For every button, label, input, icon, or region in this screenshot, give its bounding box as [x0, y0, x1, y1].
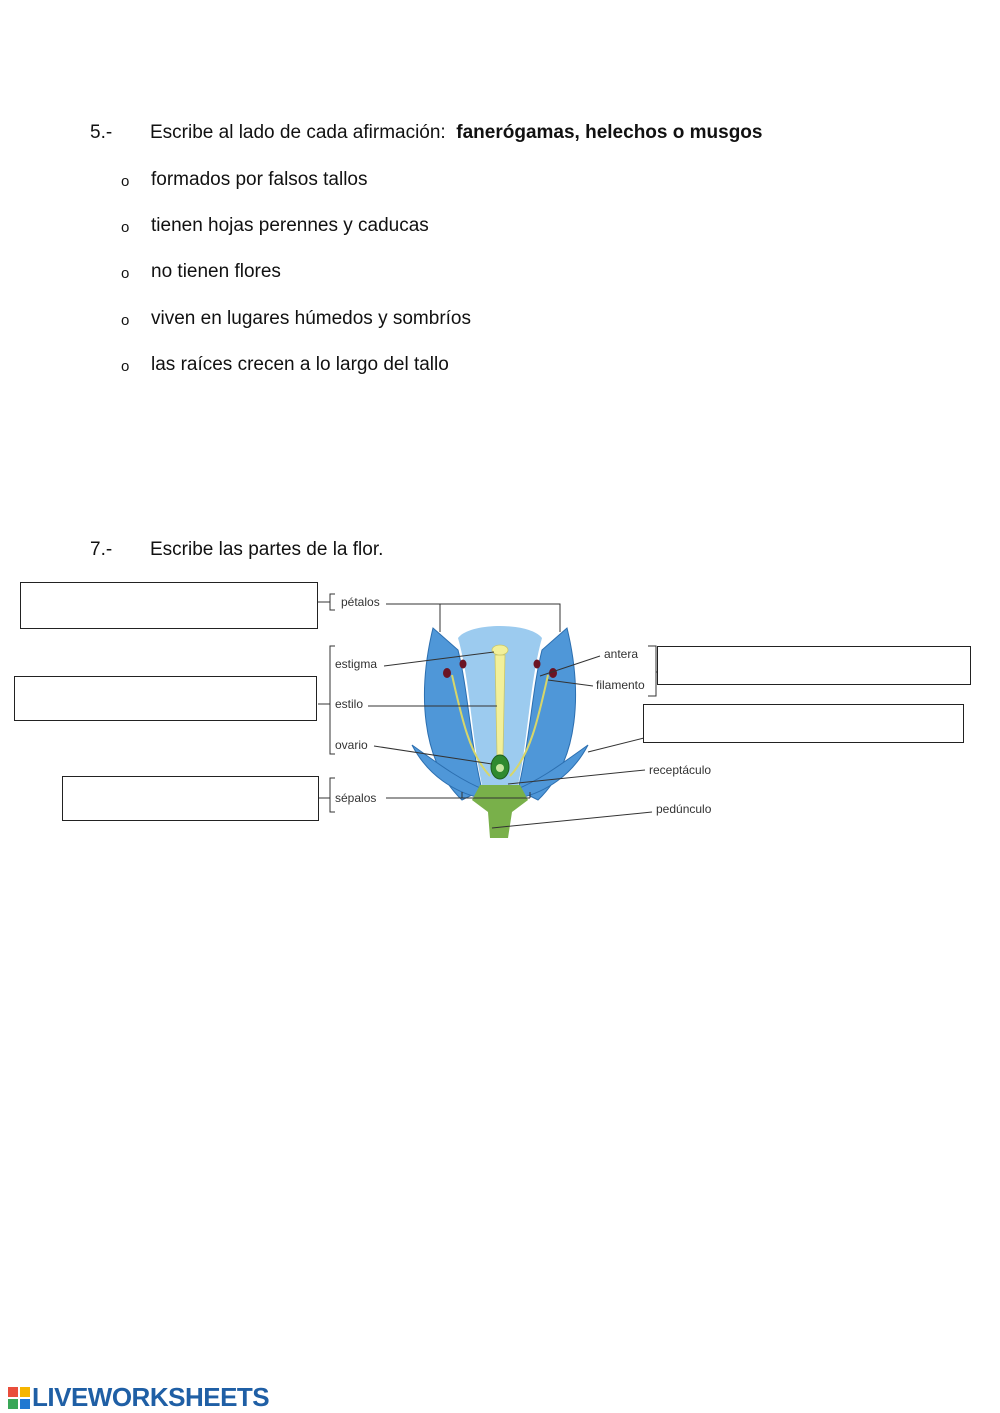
label-filamento: filamento: [596, 678, 645, 692]
ovule: [496, 764, 504, 772]
answer-input-corola[interactable]: [644, 705, 963, 742]
answer-input-pistilo[interactable]: [15, 677, 316, 720]
label-sepalos: sépalos: [335, 791, 377, 805]
leader-pedunculo: [492, 812, 652, 828]
label-receptaculo: receptáculo: [649, 763, 712, 777]
label-petalos: pétalos: [341, 595, 380, 609]
answer-box-petalos[interactable]: [20, 582, 318, 629]
list-item: no tienen flores: [151, 261, 281, 282]
q5-prompt-text: Escribe al lado de cada afirmación:: [150, 122, 446, 143]
q7-prompt: Escribe las partes de la flor.: [150, 539, 384, 560]
list-item: viven en lugares húmedos y sombríos: [151, 308, 471, 329]
label-ovario: ovario: [335, 738, 368, 752]
list-item: tienen hojas perennes y caducas: [151, 215, 429, 236]
stigma: [492, 645, 508, 655]
answer-box-estambre[interactable]: [657, 646, 971, 685]
bullet-icon: o: [121, 219, 130, 236]
answer-box-corola[interactable]: [643, 704, 964, 743]
list-item: las raíces crecen a lo largo del tallo: [151, 354, 449, 375]
answer-box-sepalos[interactable]: [62, 776, 319, 821]
answer-input-estambre[interactable]: [658, 647, 970, 684]
footer-logo: [8, 1382, 269, 1413]
bullet-icon: o: [121, 265, 130, 282]
footer-brand: LIVEWORKSHEETS: [32, 1382, 270, 1412]
liveworksheets-logo-icon: [8, 1387, 30, 1409]
q5-number: 5.-: [90, 122, 113, 143]
answer-box-pistilo[interactable]: [14, 676, 317, 721]
q5-prompt-bold: fanerógamas, helechos o musgos: [456, 122, 763, 143]
label-estigma: estigma: [335, 657, 378, 671]
bracket-estambre: [648, 646, 656, 696]
leader-sepalo-right: [588, 738, 644, 752]
q7-number: 7.-: [90, 539, 113, 560]
answer-input-petalos[interactable]: [21, 583, 317, 628]
receptacle-shape: [472, 785, 528, 838]
label-pedunculo: pedúnculo: [656, 802, 712, 816]
anther: [443, 668, 451, 678]
anther: [534, 660, 541, 669]
list-item: formados por falsos tallos: [151, 169, 368, 190]
anther: [460, 660, 467, 669]
style: [495, 655, 505, 755]
label-antera: antera: [604, 647, 639, 661]
answer-input-sepalos[interactable]: [63, 777, 318, 820]
leader-petalos: [386, 604, 560, 632]
bullet-icon: o: [121, 173, 130, 190]
q5-prompt: [150, 122, 762, 144]
label-estilo: estilo: [335, 697, 364, 711]
bullet-icon: o: [121, 358, 130, 375]
bracket-petalos: [330, 594, 335, 610]
bullet-icon: o: [121, 312, 130, 329]
